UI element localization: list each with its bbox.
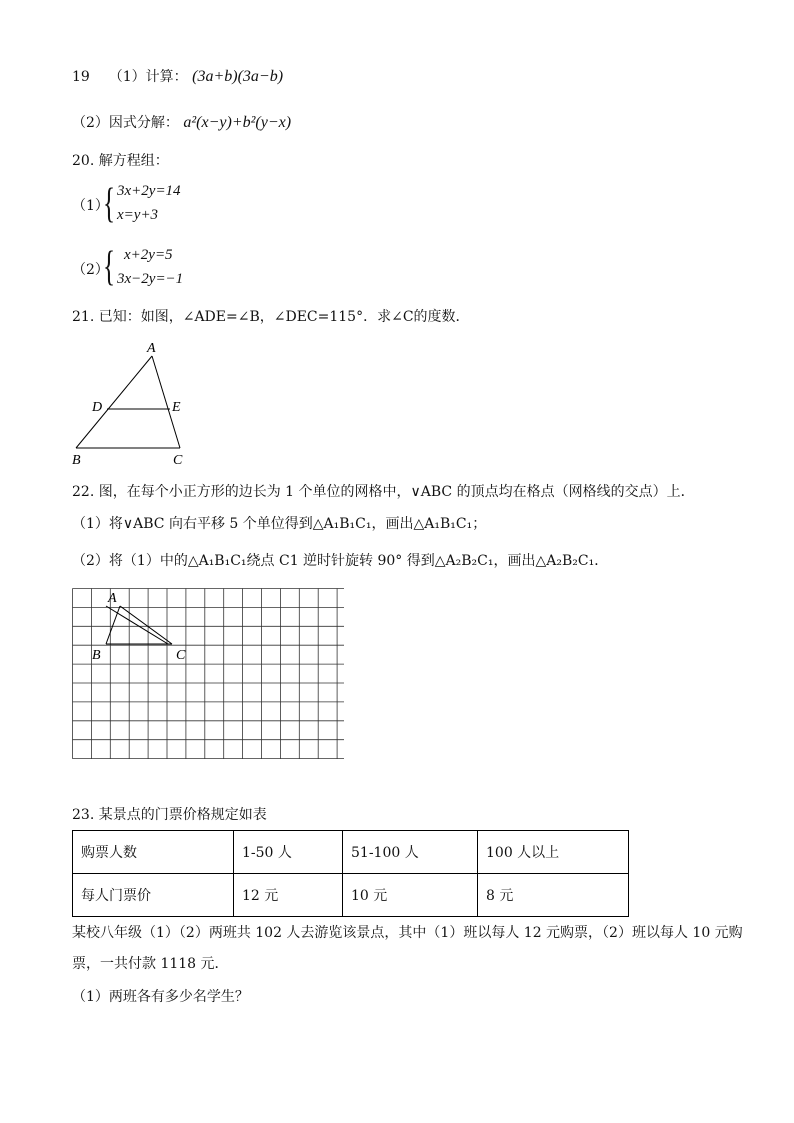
table-cell: 8 元	[478, 874, 629, 917]
q21-triangle-figure	[60, 335, 210, 470]
q22-part1: （1）将∨ABC 向右平移 5 个单位得到△A₁B₁C₁，画出△A₁B₁C₁；	[72, 516, 487, 532]
side-ab	[106, 606, 120, 644]
table-cell: 100 人以上	[478, 831, 629, 874]
q19-part2-expression: a²(x−y)+b²(y−x)	[183, 114, 292, 131]
brace-icon: {	[103, 181, 116, 227]
table-row	[73, 874, 629, 917]
q19-part1-label: （1）计算：	[108, 69, 188, 85]
label-b: B	[92, 648, 101, 663]
table-cell: 购票人数	[73, 831, 234, 874]
label-e: E	[172, 400, 181, 415]
q19-part2	[72, 114, 291, 132]
q23-part1: （1）两班各有多少名学生？	[72, 989, 249, 1005]
label-b: B	[72, 453, 81, 468]
label-a: A	[108, 591, 117, 606]
label-a: A	[147, 341, 156, 356]
q19-number: 19	[72, 69, 90, 85]
q20-sys1-label: （1）	[72, 198, 109, 214]
q19-part1-expression: (3a+b)(3a−b)	[192, 68, 284, 85]
q20-title: 20. 解方程组：	[72, 153, 169, 169]
q23-description-line1: 某校八年级（1）（2）两班共 102 人去游览该景点，其中（1）班以每人 12 元购票，（2）班以每人 10 元购	[72, 925, 743, 941]
q20-sys1-eq2: x=y+3	[117, 207, 159, 223]
table-cell: 12 元	[234, 874, 343, 917]
table-cell: 51-100 人	[343, 831, 478, 874]
q23-title: 23. 某景点的门票价格规定如表	[72, 807, 267, 823]
side-ac	[106, 606, 168, 644]
label-c: C	[176, 648, 186, 663]
ticket-price-table	[72, 830, 629, 917]
grid-lines	[73, 589, 345, 759]
label-c: C	[173, 453, 183, 468]
q20-sys2-eq2: 3x−2y=−1	[117, 271, 184, 287]
side-ac-2	[120, 606, 172, 644]
q22-grid-figure	[72, 588, 344, 764]
q21-text: 21. 已知：如图，∠ADE=∠B，∠DEC=115°．求∠C的度数．	[72, 309, 470, 325]
q23-description-line2: 票，一共付款 1118 元．	[72, 956, 229, 972]
table-cell: 1-50 人	[234, 831, 343, 874]
side-ab	[76, 356, 152, 448]
brace-icon: {	[103, 244, 116, 290]
q19-part2-label: （2）因式分解：	[72, 115, 179, 131]
label-d: D	[92, 400, 103, 415]
table-cell: 10 元	[343, 874, 478, 917]
table-cell: 每人门票价	[73, 874, 234, 917]
q20-sys2-label: （2）	[72, 262, 109, 278]
q20-sys2-eq1: x+2y=5	[124, 247, 173, 263]
q20-sys1-eq1: 3x+2y=14	[117, 183, 181, 199]
q22-part2: （2）将（1）中的△A₁B₁C₁绕点 C1 逆时针旋转 90° 得到△A₂B₂C₁，画出△A₂B₂C₁．	[72, 553, 609, 569]
q22-text: 22. 图，在每个小正方形的边长为 1 个单位的网格中，∨ABC 的顶点均在格点（网格线的交点）上．	[72, 484, 695, 500]
table-row	[73, 831, 629, 874]
q19-part1	[72, 68, 283, 86]
